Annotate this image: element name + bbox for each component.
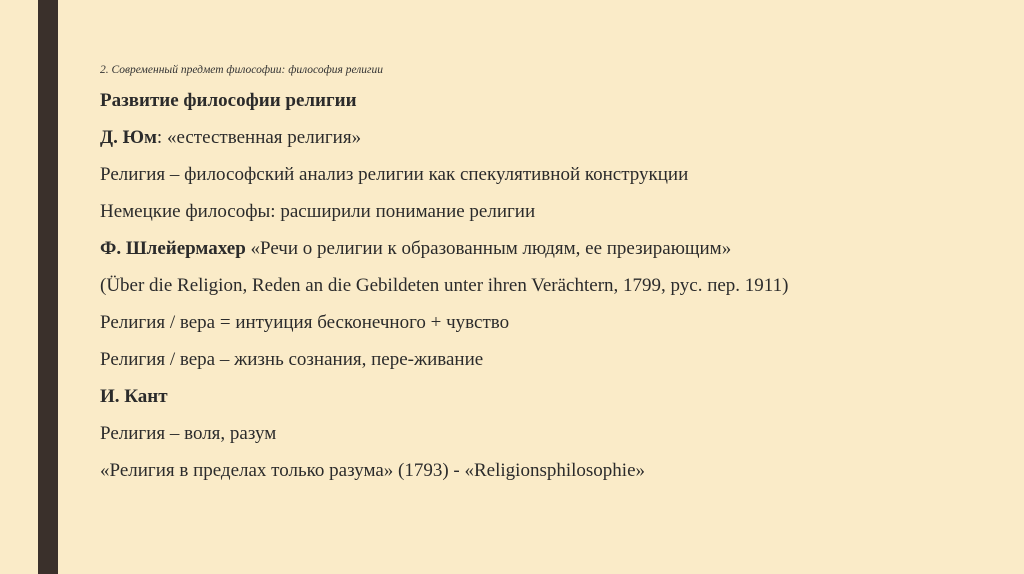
hume-name: Д. Юм — [100, 127, 157, 148]
hume-line — [100, 127, 980, 149]
german-philosophers-line: Немецкие философы: расширили понимание религии — [100, 201, 536, 222]
intuition-line: Религия / вера = интуиция бесконечного + чувство — [100, 312, 510, 333]
schleiermacher-text: «Речи о религии к образованным людям, ее презирающим» — [245, 238, 732, 259]
slide-heading: Развитие философии религии — [100, 90, 357, 111]
uber-die-religion-line: (Über die Religion, Reden an die Gebildeten unter ihren Verächtern, 1799, рус. пер. 1911) — [100, 275, 789, 296]
religion-within-limits-line: «Религия в пределах только разума» (1793) - «Religionsphilosophie» — [100, 460, 645, 481]
religion-analysis-line: Религия – философский анализ религии как спекулятивной конструкции — [100, 164, 689, 185]
slide-content — [100, 64, 980, 497]
will-reason-line: Религия – воля, разум — [100, 423, 277, 444]
left-accent-bar — [38, 0, 58, 574]
hume-text: : «естественная религия» — [156, 127, 362, 148]
schleiermacher-line — [100, 238, 980, 260]
kant-name: И. Кант — [100, 386, 168, 407]
schleiermacher-name: Ф. Шлейермахер — [100, 238, 246, 259]
life-of-consciousness-line: Религия / вера – жизнь сознания, пере-живание — [100, 349, 484, 370]
slide-subtitle: 2. Современный предмет философии: философия религии — [100, 64, 384, 76]
